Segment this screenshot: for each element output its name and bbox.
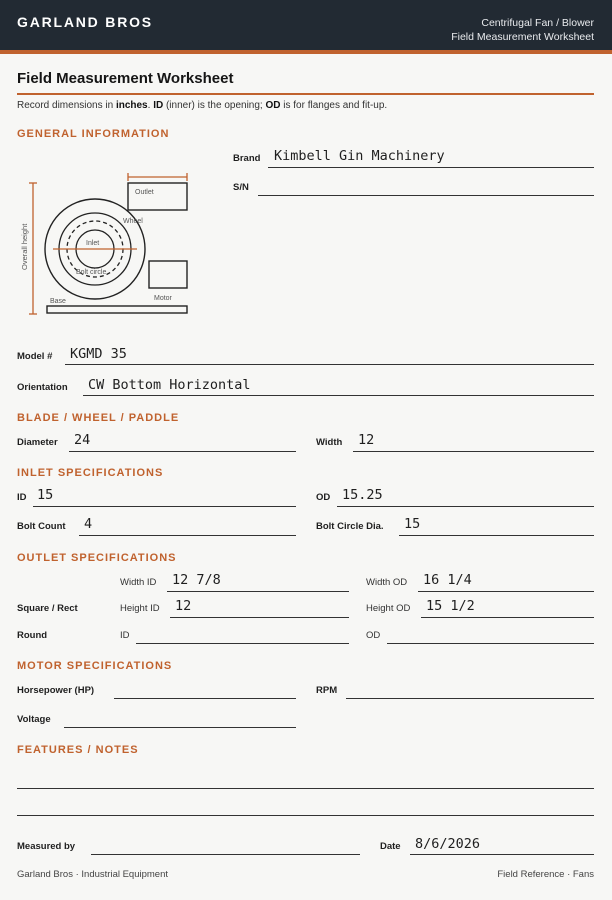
notes-line-2 xyxy=(17,815,594,816)
inlet-diagram-label: Inlet xyxy=(86,240,100,247)
diameter-value[interactable]: 24 xyxy=(74,432,91,448)
intro-id: ID xyxy=(153,100,164,111)
overall-height-label: Overall height xyxy=(20,223,29,270)
square-rect-label: Square / Rect xyxy=(17,603,78,614)
date-field-line xyxy=(410,854,594,855)
date-label: Date xyxy=(380,841,401,852)
brand-logo: GARLAND BROS xyxy=(17,14,153,30)
section-blade-wheel-paddle: BLADE / WHEEL / PADDLE xyxy=(17,412,180,424)
diameter-label: Diameter xyxy=(17,437,58,448)
width-od-label: Width OD xyxy=(366,577,408,588)
intro-part4: is for flanges and fit-up. xyxy=(280,100,388,111)
intro-text xyxy=(17,100,387,111)
width-id-value[interactable]: 12 7/8 xyxy=(172,572,221,588)
diameter-field-line xyxy=(69,451,296,452)
section-motor-specifications: MOTOR SPECIFICATIONS xyxy=(17,660,173,672)
orientation-value[interactable]: CW Bottom Horizontal xyxy=(88,377,251,393)
date-value[interactable]: 8/6/2026 xyxy=(415,836,481,852)
section-outlet-specifications: OUTLET SPECIFICATIONS xyxy=(17,552,177,564)
bolt-count-label: Bolt Count xyxy=(17,521,66,532)
page-title: Field Measurement Worksheet xyxy=(17,70,234,87)
outlet-diagram-label: Outlet xyxy=(135,189,154,196)
motor-diagram-label: Motor xyxy=(154,295,172,302)
base-shape xyxy=(47,306,187,313)
bolt-count-value[interactable]: 4 xyxy=(84,516,93,532)
inlet-od-label: OD xyxy=(316,492,331,503)
bolt-circle-dia-value[interactable]: 15 xyxy=(404,516,421,532)
intro-od: OD xyxy=(265,100,281,111)
fan-diagram xyxy=(17,170,197,318)
header-bar xyxy=(0,0,612,50)
brand-field-line xyxy=(268,167,594,168)
inlet-id-field-line xyxy=(33,506,296,507)
model-label: Model # xyxy=(17,351,53,362)
round-od-label: OD xyxy=(366,630,381,641)
header-subtitle-line1: Centrifugal Fan / Blower xyxy=(481,17,594,29)
height-od-value[interactable]: 15 1/2 xyxy=(426,598,475,614)
notes-line-1 xyxy=(17,788,594,789)
motor-shape xyxy=(149,261,187,288)
height-id-value[interactable]: 12 xyxy=(175,598,192,614)
wheel-diagram-label: Wheel xyxy=(123,218,143,225)
section-general-information: GENERAL INFORMATION xyxy=(17,128,170,140)
width-label: Width xyxy=(316,437,343,448)
round-id-label: ID xyxy=(120,630,130,641)
orientation-field-line xyxy=(83,395,594,396)
section-features-notes: FEATURES / NOTES xyxy=(17,744,139,756)
orientation-label: Orientation xyxy=(17,382,68,393)
intro-part3: (inner) is the opening; xyxy=(163,100,266,111)
width-od-field-line xyxy=(418,591,594,592)
height-id-label: Height ID xyxy=(120,603,160,614)
model-field-line xyxy=(65,364,594,365)
horsepower-field-line xyxy=(114,698,296,699)
measured-by-label: Measured by xyxy=(17,841,76,852)
footer-right: Field Reference · Fans xyxy=(497,869,594,880)
voltage-label: Voltage xyxy=(17,714,51,725)
inlet-od-value[interactable]: 15.25 xyxy=(342,487,383,503)
title-divider xyxy=(17,93,594,95)
horsepower-label: Horsepower (HP) xyxy=(17,685,95,696)
width-value[interactable]: 12 xyxy=(358,432,375,448)
inlet-od-field-line xyxy=(337,506,594,507)
base-diagram-label: Base xyxy=(50,298,66,305)
round-od-field-line xyxy=(387,643,594,644)
inlet-id-value[interactable]: 15 xyxy=(37,487,54,503)
header-subtitle-line2: Field Measurement Worksheet xyxy=(451,31,594,43)
footer-left: Garland Bros · Industrial Equipment xyxy=(17,869,169,880)
width-field-line xyxy=(353,451,594,452)
intro-part1: Record dimensions in xyxy=(17,100,116,111)
width-id-field-line xyxy=(167,591,349,592)
height-od-field-line xyxy=(421,617,594,618)
brand-value[interactable]: Kimbell Gin Machinery xyxy=(274,148,445,164)
model-value[interactable]: KGMD 35 xyxy=(70,346,127,362)
section-inlet-specifications: INLET SPECIFICATIONS xyxy=(17,467,164,479)
header-subtitle xyxy=(451,16,594,44)
round-label: Round xyxy=(17,630,48,641)
round-id-field-line xyxy=(136,643,349,644)
voltage-field-line xyxy=(64,727,296,728)
height-id-field-line xyxy=(170,617,349,618)
height-od-label: Height OD xyxy=(366,603,411,614)
inlet-id-label: ID xyxy=(17,492,27,503)
measured-by-field-line xyxy=(91,854,360,855)
bolt-circle-dia-field-line xyxy=(399,535,594,536)
rpm-label: RPM xyxy=(316,685,338,696)
intro-part2: . xyxy=(147,100,154,111)
brand-label: Brand xyxy=(233,153,261,164)
sn-label: S/N xyxy=(233,182,249,193)
sn-field-line xyxy=(258,195,594,196)
intro-inches: inches xyxy=(115,100,148,111)
rpm-field-line xyxy=(346,698,594,699)
outlet-shape xyxy=(128,183,187,210)
bolt-circle-dia-label: Bolt Circle Dia. xyxy=(316,521,384,532)
width-id-label: Width ID xyxy=(120,577,157,588)
width-od-value[interactable]: 16 1/4 xyxy=(423,572,472,588)
bolt-circle-diagram-label: Bolt circle xyxy=(76,269,107,276)
header-accent-stripe xyxy=(0,50,612,54)
bolt-count-field-line xyxy=(79,535,296,536)
